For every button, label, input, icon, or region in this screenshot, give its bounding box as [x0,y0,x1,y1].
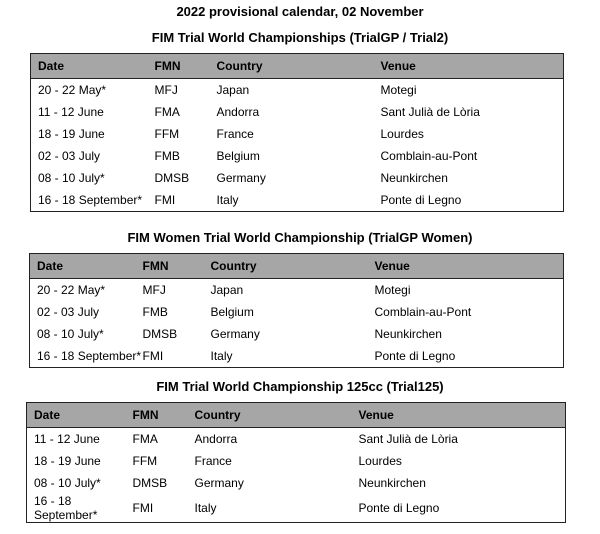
column-header-venue: Venue [359,403,566,428]
venue-cell: Neunkirchen [374,327,442,341]
fmn-cell: FMA [154,105,180,119]
country-cell: Germany [210,327,260,341]
country-cell: Germany [194,476,244,490]
date-cell: 16 - 18 September* [38,193,143,207]
table-row [31,79,564,102]
table-row [27,494,566,523]
venue-cell: Comblain-au-Pont [374,305,472,319]
date-cell: 18 - 19 June [38,127,105,141]
venue-cell: Lourdes [380,127,424,141]
fmn-cell: FMI [142,349,164,363]
country-cell: Japan [210,283,244,297]
table-row [30,301,564,323]
document-title: 2022 provisional calendar, 02 November [176,4,424,19]
date-cell: 18 - 19 June [34,454,101,468]
table-row [27,472,566,494]
date-cell: 02 - 03 July [37,305,100,319]
venue-cell: Motegi [380,83,417,97]
date-cell: 08 - 10 July* [38,171,105,185]
column-header-country: Country [211,254,375,279]
date-cell: 20 - 22 May* [37,283,106,297]
venue-cell: Motegi [374,283,411,297]
country-cell: Belgium [210,305,254,319]
calendar-table-trialgp-women [29,253,564,368]
column-header-venue: Venue [375,254,564,279]
date-cell: 16 - 18 September* [34,494,98,522]
country-cell: Japan [216,83,250,97]
date-cell: 16 - 18 September* [37,349,142,363]
table-row [30,323,564,345]
country-cell: France [194,454,232,468]
venue-cell: Sant Julià de Lòria [380,105,480,119]
column-header-date: Date [30,254,143,279]
fmn-cell: DMSB [132,476,168,490]
country-cell: Italy [210,349,233,363]
venue-cell: Sant Julià de Lòria [358,432,458,446]
date-cell: 08 - 10 July* [37,327,104,341]
date-cell: 11 - 12 June [34,432,100,446]
venue-cell: Neunkirchen [358,476,426,490]
venue-cell: Neunkirchen [380,171,448,185]
table-header-row [30,254,564,279]
table-row [31,101,564,123]
date-cell: 02 - 03 July [38,149,101,163]
venue-cell: Lourdes [358,454,402,468]
table-row [31,145,564,167]
column-header-country: Country [217,54,381,79]
venue-cell: Ponte di Legno [374,349,456,363]
fmn-cell: FMB [154,149,180,163]
date-cell: 08 - 10 July* [34,476,101,490]
table-header-row [31,54,564,79]
country-cell: Belgium [216,149,260,163]
table-row [31,189,564,212]
country-cell: France [216,127,254,141]
table-row [27,428,566,451]
section-title-trialgp-women: FIM Women Trial World Championship (TrialGP Women) [127,230,473,245]
fmn-cell: FFM [132,454,158,468]
column-header-fmn: FMN [133,403,195,428]
column-header-fmn: FMN [155,54,217,79]
section-title-trialgp: FIM Trial World Championships (TrialGP / Trial2) [151,30,449,45]
country-cell: Italy [216,193,239,207]
venue-cell: Comblain-au-Pont [380,149,478,163]
country-cell: Germany [216,171,266,185]
table-row [31,123,564,145]
fmn-cell: FMA [132,432,158,446]
column-header-venue: Venue [381,54,564,79]
table-header-row [27,403,566,428]
fmn-cell: FMI [132,501,154,515]
table-row [30,345,564,368]
fmn-cell: FMI [154,193,176,207]
fmn-cell: MFJ [154,83,178,97]
calendar-table-trialgp [30,53,564,212]
section-title-trial125: FIM Trial World Championship 125cc (Trial125) [156,379,444,394]
table-row [27,450,566,472]
date-cell: 11 - 12 June [38,105,104,119]
column-header-date: Date [27,403,133,428]
fmn-cell: MFJ [142,283,166,297]
date-cell: 20 - 22 May* [38,83,107,97]
column-header-country: Country [195,403,359,428]
column-header-fmn: FMN [143,254,211,279]
venue-cell: Ponte di Legno [380,193,462,207]
venue-cell: Ponte di Legno [358,501,440,515]
column-header-date: Date [31,54,155,79]
country-cell: Andorra [194,432,238,446]
country-cell: Andorra [216,105,260,119]
fmn-cell: DMSB [154,171,190,185]
fmn-cell: FFM [154,127,180,141]
country-cell: Italy [194,501,217,515]
fmn-cell: FMB [142,305,168,319]
fmn-cell: DMSB [142,327,178,341]
table-row [30,279,564,302]
table-row [31,167,564,189]
calendar-table-trial125 [26,402,566,523]
